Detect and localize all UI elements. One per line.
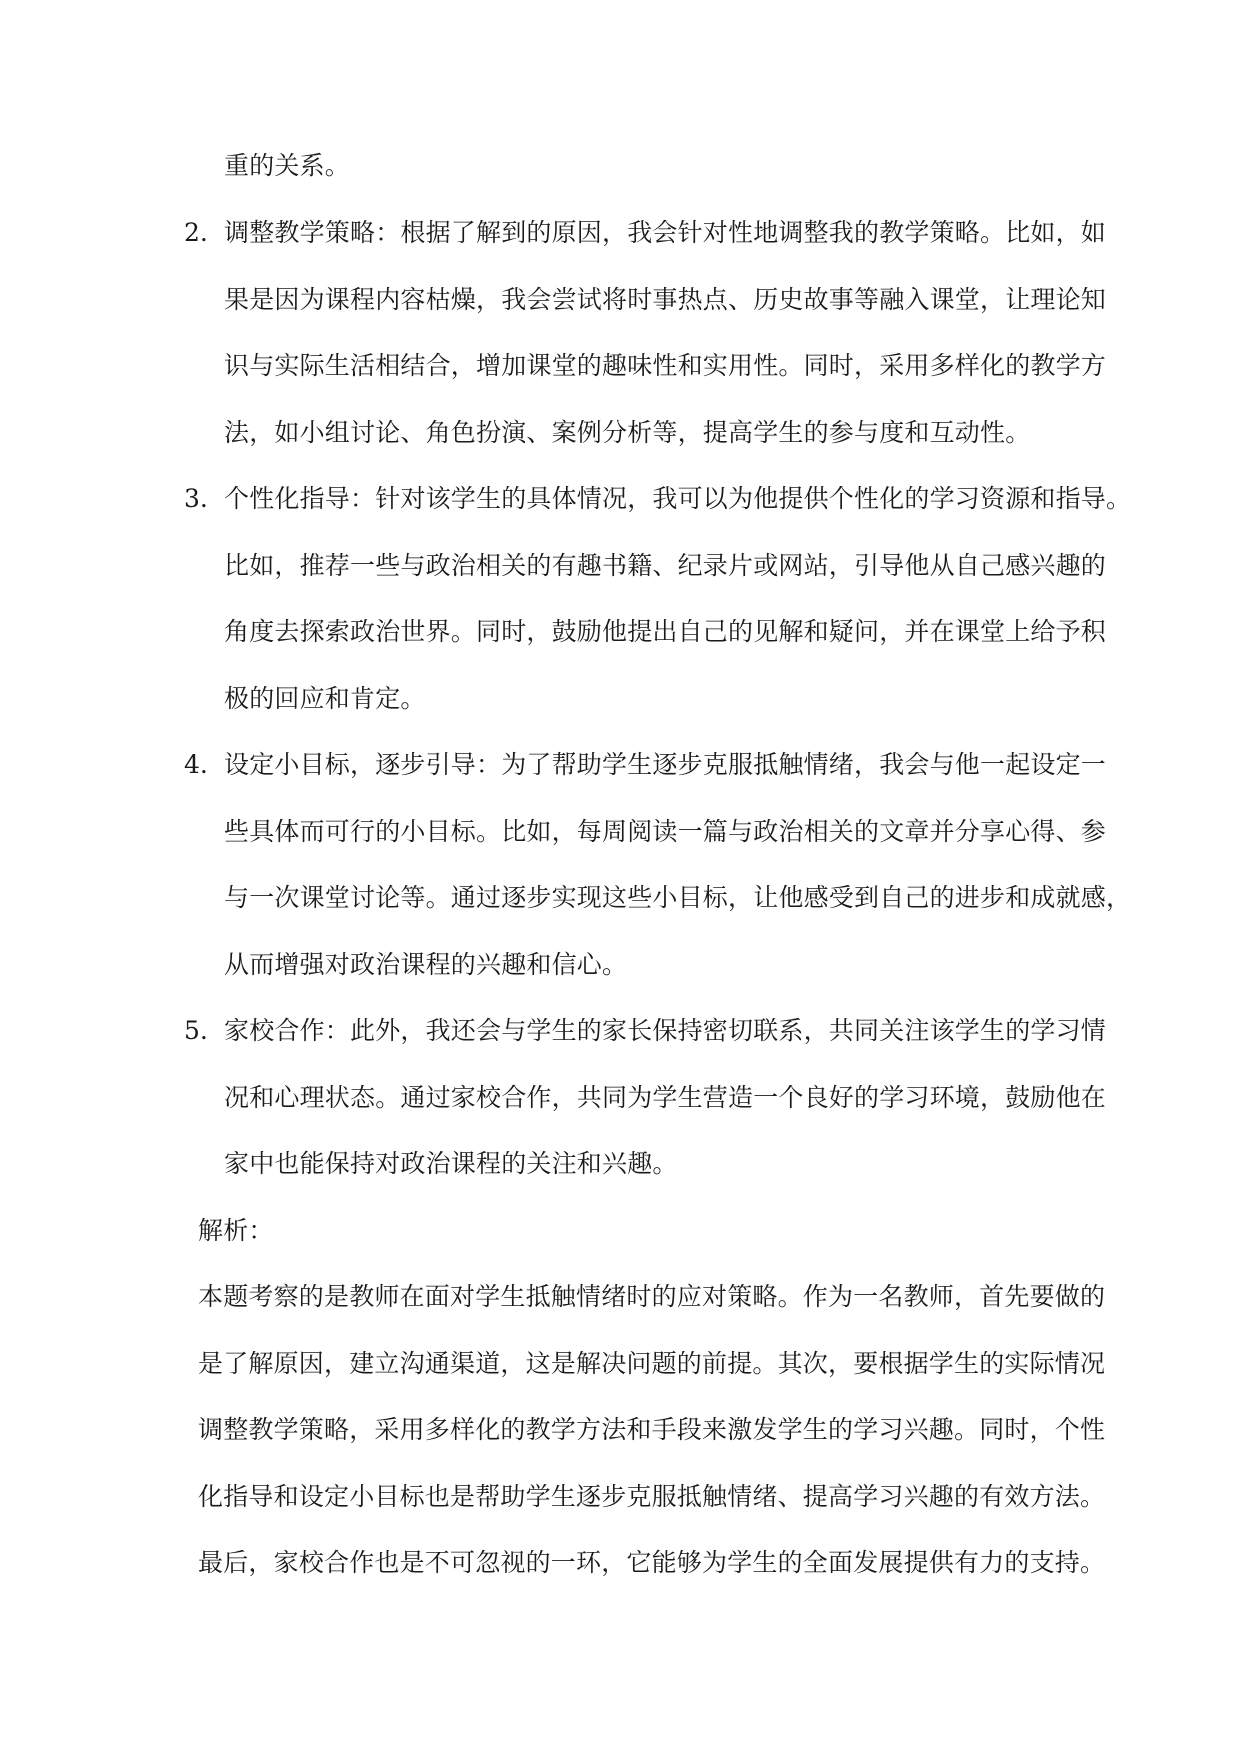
continuation-line: 重的关系。 — [224, 151, 351, 180]
analysis-line: 调整教学策略，采用多样化的教学方法和手段来激发学生的学习兴趣。同时，个性 — [198, 1415, 1106, 1444]
list-item-line: 比如，推荐一些与政治相关的有趣书籍、纪录片或网站，引导他从自己感兴趣的 — [224, 551, 1107, 580]
list-item-line: 家校合作：此外，我还会与学生的家长保持密切联系，共同关注该学生的学习情 — [224, 1016, 1107, 1045]
list-item-line: 些具体而可行的小目标。比如，每周阅读一篇与政治相关的文章并分享心得、参 — [224, 817, 1107, 846]
list-item-line: 家中也能保持对政治课程的关注和兴趣。 — [224, 1149, 678, 1178]
list-item-line: 设定小目标，逐步引导：为了帮助学生逐步克服抵触情绪，我会与他一起设定一 — [224, 750, 1107, 779]
list-item-number: 3. — [184, 484, 208, 513]
list-item-line: 调整教学策略：根据了解到的原因，我会针对性地调整我的教学策略。比如，如 — [224, 218, 1107, 247]
analysis-line: 化指导和设定小目标也是帮助学生逐步克服抵触情绪、提高学习兴趣的有效方法。 — [198, 1482, 1106, 1511]
list-item-line: 个性化指导：针对该学生的具体情况，我可以为他提供个性化的学习资源和指导。 — [224, 484, 1132, 513]
list-item-line: 极的回应和肯定。 — [224, 684, 426, 713]
list-item-line: 况和心理状态。通过家校合作，共同为学生营造一个良好的学习环境，鼓励他在 — [224, 1083, 1107, 1112]
analysis-line: 本题考察的是教师在面对学生抵触情绪时的应对策略。作为一名教师，首先要做的 — [198, 1282, 1106, 1311]
list-item-number: 5. — [184, 1016, 208, 1045]
list-item-number: 2. — [184, 218, 208, 247]
list-item-line: 法，如小组讨论、角色扮演、案例分析等，提高学生的参与度和互动性。 — [224, 418, 1031, 447]
list-item-line: 从而增强对政治课程的兴趣和信心。 — [224, 950, 628, 979]
list-item-line: 与一次课堂讨论等。通过逐步实现这些小目标，让他感受到自己的进步和成就感， — [224, 883, 1132, 912]
analysis-line: 是了解原因，建立沟通渠道，这是解决问题的前提。其次，要根据学生的实际情况 — [198, 1349, 1106, 1378]
analysis-line: 最后，家校合作也是不可忽视的一环，它能够为学生的全面发展提供有力的支持。 — [198, 1548, 1106, 1577]
list-item-line: 识与实际生活相结合，增加课堂的趣味性和实用性。同时，采用多样化的教学方 — [224, 351, 1107, 380]
list-item-number: 4. — [184, 750, 208, 779]
list-item-line: 角度去探索政治世界。同时，鼓励他提出自己的见解和疑问，并在课堂上给予积 — [224, 617, 1107, 646]
list-item-line: 果是因为课程内容枯燥，我会尝试将时事热点、历史故事等融入课堂，让理论知 — [224, 285, 1107, 314]
analysis-heading: 解析： — [198, 1216, 274, 1245]
